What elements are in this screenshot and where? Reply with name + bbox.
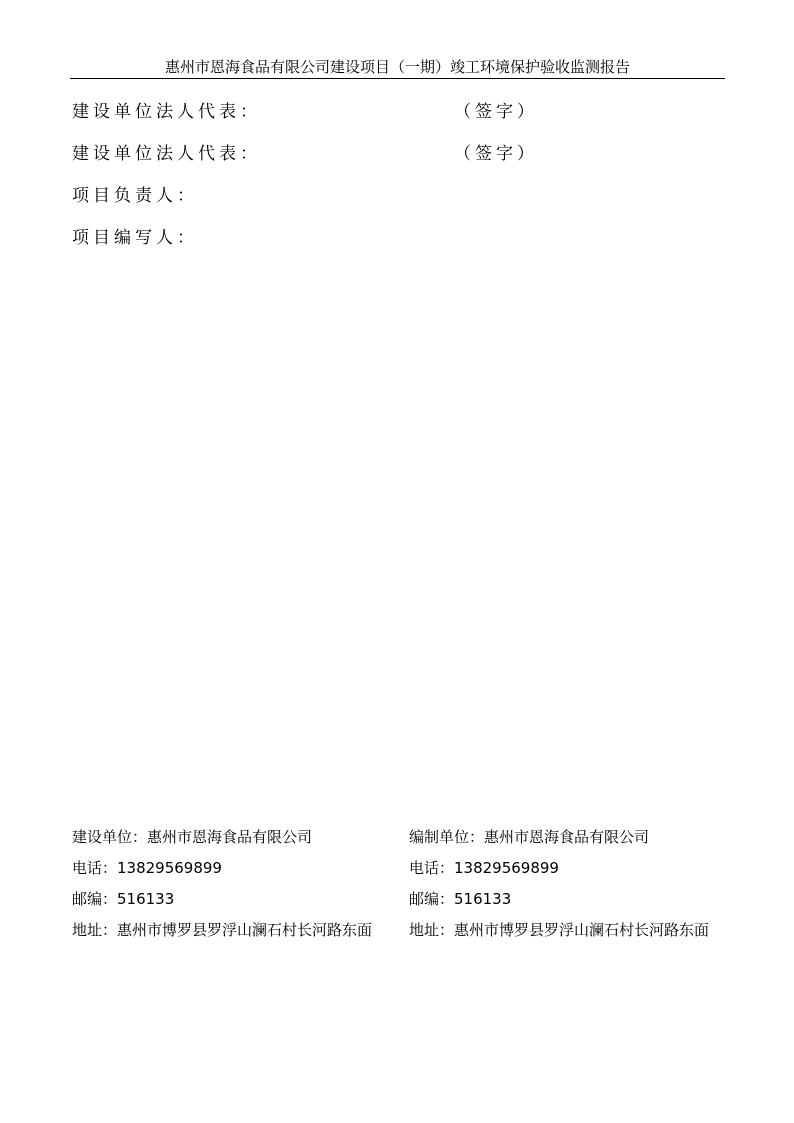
signature-label: 建设单位法人代表： [72,102,261,122]
compiling-postcode: 邮编：516133 [409,890,512,908]
signature-label: 项目负责人： [72,186,198,206]
report-title: 惠州市恩海食品有限公司建设项目（一期）竣工环境保护验收监测报告 [164,58,630,76]
signature-note: （签字） [454,144,538,164]
signature-label: 建设单位法人代表： [72,144,261,164]
signature-label: 项目编写人： [72,228,198,248]
signature-note: （签字） [454,102,538,122]
signature-row-legal-rep-1 [72,100,672,142]
construction-unit-info [72,822,396,946]
construction-unit: 建设单位：惠州市恩海食品有限公司 [72,828,313,846]
construction-address: 地址：惠州市博罗县罗浮山澜石村长河路东面 [72,921,373,939]
construction-phone: 电话：13829569899 [72,859,222,877]
compiling-unit: 编制单位：惠州市恩海食品有限公司 [409,828,650,846]
compiling-address: 地址：惠州市博罗县罗浮山澜石村长河路东面 [409,921,710,939]
signature-row-project-lead [72,184,672,226]
construction-postcode: 邮编：516133 [72,890,175,908]
signature-row-legal-rep-2 [72,142,672,184]
page-header [70,56,725,79]
signature-block [72,100,672,268]
compiling-phone: 电话：13829569899 [409,859,559,877]
compiling-unit-info [409,822,725,946]
signature-row-project-writer [72,226,672,268]
